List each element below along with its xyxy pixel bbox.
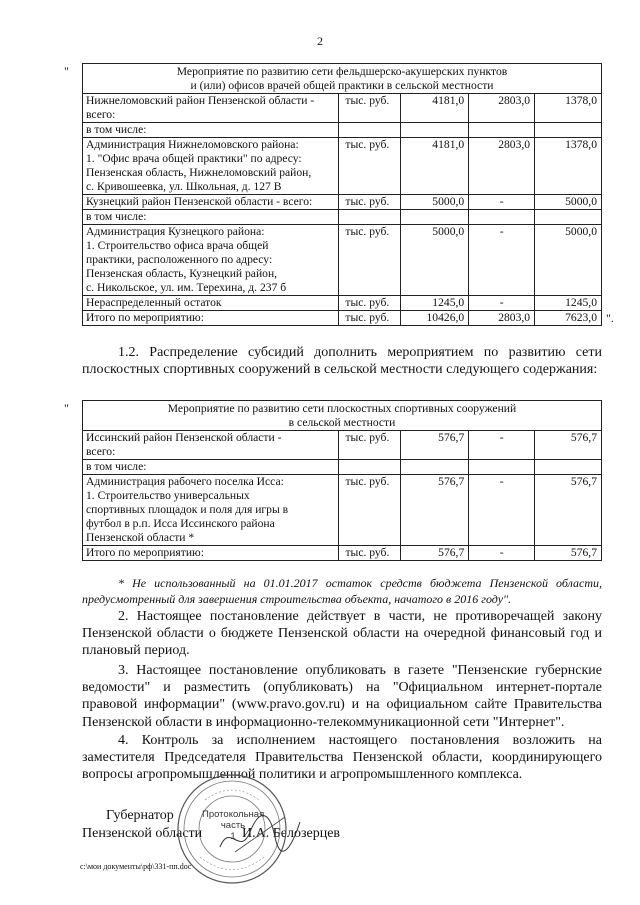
value-cell: [469, 123, 535, 138]
row-name-line: всего:: [86, 445, 116, 458]
row-name-cell: [83, 311, 339, 326]
paragraph-1-2: 1.2. Распределение субсидий дополнить мероприятием по развитию сети плоскостных спортивных сооружений в сельской местности следующего содержания:: [82, 345, 602, 378]
value-cell: 576,7: [401, 546, 469, 561]
file-path: c:\мои документы\рф\331-пп.doc: [80, 862, 192, 871]
value-cell: 576,7: [401, 475, 469, 546]
value-cell: 1378,0: [535, 138, 602, 195]
row-name-cell: [83, 460, 339, 475]
unit-cell: [339, 123, 401, 138]
header-line: в сельской местности: [288, 415, 396, 429]
value-cell: 4181,0: [401, 138, 469, 195]
value-cell: 5000,0: [401, 225, 469, 296]
value-cell: 2803,0: [469, 311, 535, 326]
unit-cell: тыс. руб.: [339, 138, 401, 195]
row-name-line: Пензенской области *: [86, 531, 195, 544]
table-header-row: [83, 401, 602, 431]
table-row: [83, 431, 602, 460]
row-name-cell: [83, 94, 339, 123]
row-name-line: Иссинский район Пензенской области -: [86, 431, 282, 444]
sports-table: [82, 400, 602, 561]
row-name-line: 1. Строительство офиса врача общей: [86, 239, 269, 252]
value-cell: [469, 210, 535, 225]
row-name-cell: [83, 210, 339, 225]
official-seal: [175, 772, 290, 887]
table-row: [83, 123, 602, 138]
value-cell: 1245,0: [535, 296, 602, 311]
row-name-line: Администрация Кузнецкого района:: [86, 225, 265, 238]
footnote: * Не использованный на 01.01.2017 остаток средств бюджета Пензенской области, предусмотренный для завершения строительства объекта, начатого в 2016 году".: [82, 576, 602, 606]
value-cell: 576,7: [535, 431, 602, 460]
row-name-line: Итого по мероприятию:: [86, 311, 204, 324]
row-name-cell: [83, 195, 339, 210]
value-cell: -: [469, 296, 535, 311]
signature-name: И.А. Белозерцев: [242, 826, 341, 841]
table-row: [83, 94, 602, 123]
row-name-cell: [83, 225, 339, 296]
header-line: Мероприятие по развитию сети плоскостных спортивных сооружений: [167, 402, 517, 415]
row-name-line: в том числе:: [86, 123, 147, 136]
unit-cell: тыс. руб.: [339, 431, 401, 460]
row-name-cell: [83, 123, 339, 138]
table-row: [83, 546, 602, 561]
value-cell: 576,7: [401, 431, 469, 460]
table-row: [83, 296, 602, 311]
seal-line: часть: [220, 820, 246, 831]
unit-cell: тыс. руб.: [339, 296, 401, 311]
seal-line: Протокольная: [202, 809, 265, 820]
row-name-line: 1. "Офис врача общей практики" по адресу:: [86, 152, 302, 165]
close-quote-1: ".: [606, 311, 614, 325]
row-name-line: в том числе:: [86, 210, 147, 223]
table-header: [83, 401, 602, 431]
header-line: и (или) офисов врачей общей практики в сельской местности: [190, 78, 494, 92]
table-row: [83, 460, 602, 475]
row-name-line: в том числе:: [86, 460, 147, 473]
row-name-line: Пензенская область, Нижнеломовский район,: [86, 166, 312, 179]
table-header: [83, 64, 602, 94]
value-cell: [401, 123, 469, 138]
value-cell: 5000,0: [535, 225, 602, 296]
row-name-line: всего:: [86, 108, 116, 121]
value-cell: -: [469, 225, 535, 296]
row-name-line: практики, расположенного по адресу:: [86, 253, 273, 266]
open-quote-1: ": [64, 64, 69, 78]
value-cell: 5000,0: [401, 195, 469, 210]
table-row: [83, 311, 602, 326]
value-cell: -: [469, 475, 535, 546]
value-cell: 4181,0: [401, 94, 469, 123]
row-name-cell: [83, 296, 339, 311]
row-name-cell: [83, 546, 339, 561]
unit-cell: [339, 460, 401, 475]
row-name-line: Нераспределенный остаток: [86, 296, 222, 309]
value-cell: [469, 460, 535, 475]
row-name-cell: [83, 475, 339, 546]
unit-cell: [339, 210, 401, 225]
value-cell: -: [469, 546, 535, 561]
value-cell: [535, 123, 602, 138]
unit-cell: тыс. руб.: [339, 225, 401, 296]
value-cell: 10426,0: [401, 311, 469, 326]
row-name-line: Пензенская область, Кузнецкий район,: [86, 267, 278, 280]
value-cell: 5000,0: [535, 195, 602, 210]
unit-cell: тыс. руб.: [339, 94, 401, 123]
row-name-cell: [83, 431, 339, 460]
header-line: Мероприятие по развитию сети фельдшерско-акушерских пунктов: [176, 65, 508, 78]
value-cell: 7623,0: [535, 311, 602, 326]
value-cell: -: [469, 195, 535, 210]
value-cell: [535, 460, 602, 475]
paragraph-4: 4. Контроль за исполнением настоящего постановления возложить на заместителя Председателя Правительства Пензенской области, координирующего вопросы агропромышленной политики и агропромышленного комплекса.: [82, 733, 602, 783]
value-cell: [401, 460, 469, 475]
value-cell: 576,7: [535, 475, 602, 546]
signature-title-line2: Пензенской области: [82, 826, 203, 841]
unit-cell: тыс. руб.: [339, 311, 401, 326]
unit-cell: тыс. руб.: [339, 546, 401, 561]
table-row: [83, 225, 602, 296]
page-number: 2: [317, 34, 323, 48]
table-header-row: [83, 64, 602, 94]
seal-line: 1: [230, 831, 236, 842]
row-name-line: Нижнеломовский район Пензенской области -: [86, 94, 315, 107]
row-name-line: Администрация рабочего поселка Исса:: [86, 475, 284, 488]
value-cell: 576,7: [535, 546, 602, 561]
open-quote-2: ": [64, 401, 69, 415]
value-cell: 1378,0: [535, 94, 602, 123]
paragraph-3: 3. Настоящее постановление опубликовать в газете "Пензенские губернские ведомости" и разместить (опубликовать) на "Официальном интернет-портале правовой информации" (www.pravo.gov.ru) и на официальном сайте Правительства Пензенской области в информационно-телекоммуникационной сети "Интернет".: [82, 663, 602, 730]
table-row: [83, 475, 602, 546]
paragraph-2: 2. Настоящее постановление действует в части, не противоречащей закону Пензенской области о бюджете Пензенской области на очередной финансовый год и плановый период.: [82, 609, 602, 659]
handwritten-signature: [215, 802, 305, 862]
value-cell: 2803,0: [469, 138, 535, 195]
value-cell: [535, 210, 602, 225]
value-cell: -: [469, 431, 535, 460]
row-name-line: Администрация Нижнеломовского района:: [86, 138, 299, 151]
row-name-line: Кузнецкий район Пензенской области - всего:: [86, 195, 313, 208]
table-row: [83, 195, 602, 210]
unit-cell: тыс. руб.: [339, 475, 401, 546]
fap-table: [82, 63, 602, 326]
row-name-line: футбол в р.п. Исса Иссинского района: [86, 517, 275, 530]
row-name-cell: [83, 138, 339, 195]
row-name-line: спортивных площадок и поля для игры в: [86, 503, 289, 516]
row-name-line: с. Кривошеевка, ул. Школьная, д. 127 В: [86, 180, 282, 193]
unit-cell: тыс. руб.: [339, 195, 401, 210]
row-name-line: с. Никольское, ул. им. Терехина, д. 237 б: [86, 281, 287, 294]
value-cell: [401, 210, 469, 225]
row-name-line: 1. Строительство универсальных: [86, 489, 250, 502]
value-cell: 1245,0: [401, 296, 469, 311]
value-cell: 2803,0: [469, 94, 535, 123]
table-row: [83, 138, 602, 195]
row-name-line: Итого по мероприятию:: [86, 546, 204, 559]
table-row: [83, 210, 602, 225]
signature-title-line1: Губернатор: [106, 808, 174, 823]
